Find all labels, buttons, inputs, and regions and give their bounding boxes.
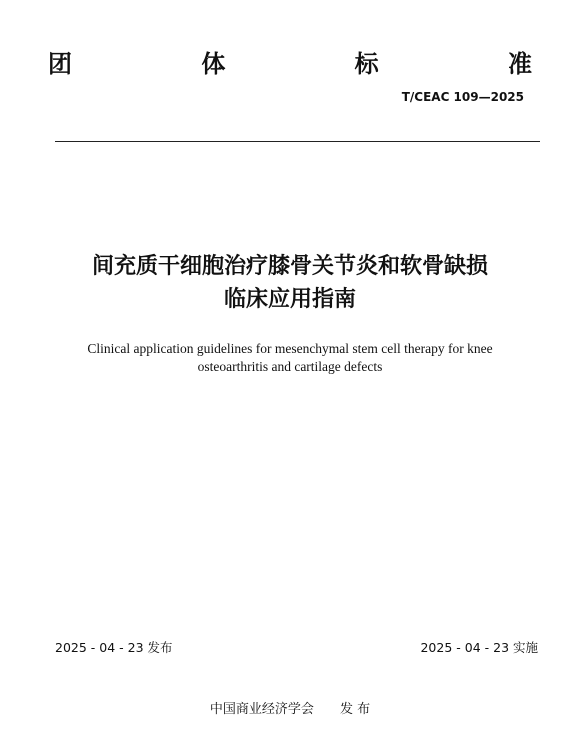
- chinese-title-line-1: 间充质干细胞治疗膝骨关节炎和软骨缺损: [91, 254, 488, 279]
- publisher-name: 中国商业经济学会: [209, 702, 314, 717]
- header-char-1: 团: [48, 49, 72, 78]
- english-title-line-1: Clinical application guidelines for mesenchymal stem cell therapy for knee: [87, 341, 493, 356]
- chinese-title-line-2: 临床应用指南: [223, 287, 356, 312]
- implementation-date: 2025 - 04 - 23 实施: [420, 640, 538, 655]
- standard-number: T/CEAC 109—2025: [401, 90, 524, 104]
- chinese-title: [0, 250, 580, 316]
- header-divider: [55, 141, 540, 142]
- english-title: [40, 340, 540, 376]
- header-char-2: 体: [201, 49, 226, 78]
- english-title-line-2: osteoarthritis and cartilage defects: [197, 359, 383, 374]
- publisher-line: [0, 698, 580, 717]
- header-char-4: 准: [507, 49, 532, 78]
- publisher-action: 发 布: [339, 702, 371, 717]
- header-char-3: 标: [354, 49, 379, 78]
- document-category-header: [48, 44, 532, 78]
- release-date: 2025 - 04 - 23 发布: [55, 640, 173, 655]
